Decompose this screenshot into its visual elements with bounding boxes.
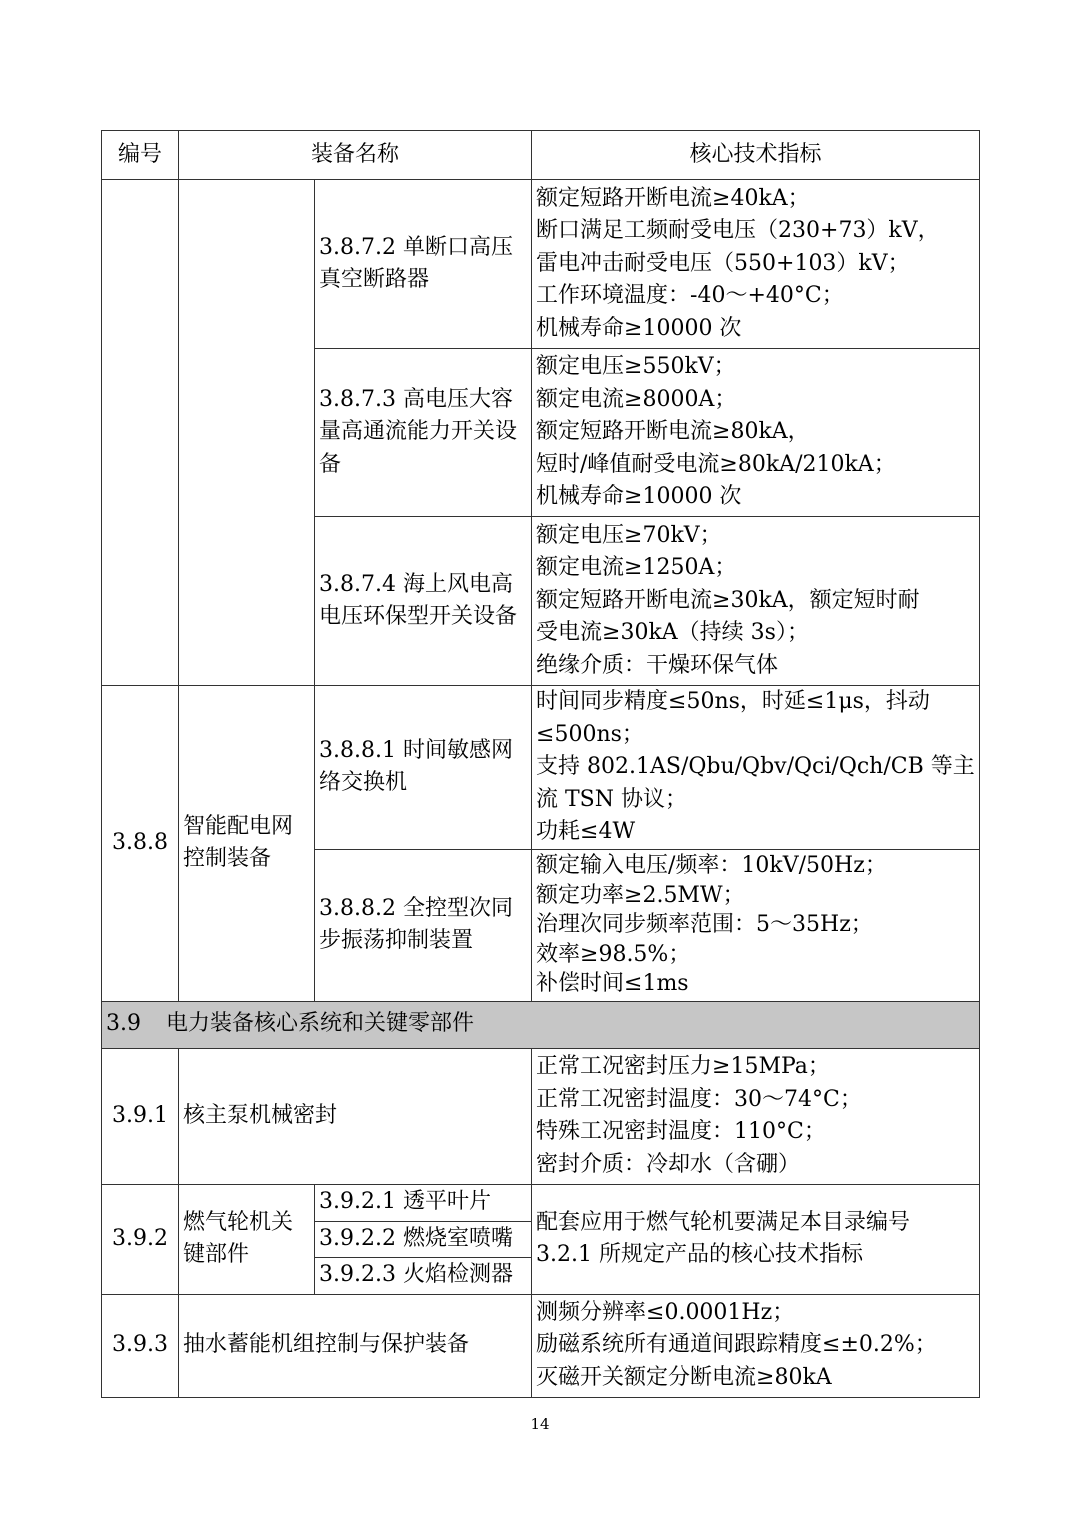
spec-cell <box>532 180 980 349</box>
spec-line: 配套应用于燃气轮机要满足本目录编号 <box>536 1209 911 1235</box>
spec-line: 绝缘介质：干燥环保气体 <box>536 652 779 678</box>
spec-line: 正常工况密封压力≥15MPa； <box>536 1054 830 1079</box>
spec-line: 额定电流≥1250A； <box>536 555 737 581</box>
spec-cell <box>532 1048 980 1184</box>
code-cell: 3.9.2 <box>102 1184 179 1294</box>
spec-line: ≤500ns； <box>536 721 644 747</box>
spec-line: 断口满足工频耐受电压（230+73）kV， <box>536 218 940 244</box>
spec-line: 额定电流≥8000A； <box>536 386 737 412</box>
name-cell: 抽水蓄能机组控制与保护装备 <box>179 1294 532 1397</box>
section-number: 3.9 <box>106 1011 141 1037</box>
item-cell: 3.8.8.1 时间敏感网络交换机 <box>315 686 532 850</box>
spec-cell <box>532 1184 980 1294</box>
table-row <box>102 1294 980 1397</box>
spec-cell <box>532 1294 980 1397</box>
spec-line: 功耗≤4W <box>536 819 636 844</box>
name-cell: 燃气轮机关键部件 <box>179 1184 315 1294</box>
code-cell: 3.9.3 <box>102 1294 179 1397</box>
spec-line: 补偿时间≤1ms <box>536 971 689 997</box>
spec-line: 额定输入电压/频率：10kV/50Hz； <box>536 853 887 879</box>
spec-line: 额定功率≥2.5MW； <box>536 882 745 908</box>
spec-cell <box>532 686 980 850</box>
spec-line: 正常工况密封温度：30～74°C； <box>536 1086 862 1112</box>
table-row <box>102 1184 980 1221</box>
section-title: 电力装备核心系统和关键零部件 <box>166 1011 475 1037</box>
spec-cell <box>532 517 980 686</box>
spec-line: 支持 802.1AS/Qbu/Qbv/Qci/Qch/CB 等主 <box>536 754 975 779</box>
spec-line: 工作环境温度：-40～+40°C； <box>536 283 844 309</box>
spec-line: 额定电压≥550kV； <box>536 354 736 380</box>
item-cell: 3.8.7.4 海上风电高电压环保型开关设备 <box>315 517 532 686</box>
item-cell: 3.9.2.3 火焰检测器 <box>315 1257 532 1294</box>
spec-line: 特殊工况密封温度：110°C； <box>536 1119 826 1144</box>
spec-line: 雷电冲击耐受电压（550+103）kV； <box>536 250 910 276</box>
table-row <box>102 686 980 850</box>
spec-line: 治理次同步频率范围：5～35Hz； <box>536 912 873 938</box>
spec-line: 时间同步精度≤50ns，时延≤1μs，抖动 <box>536 689 930 714</box>
spec-line: 额定短路开断电流≥80kA， <box>536 419 810 445</box>
header-name: 装备名称 <box>179 131 532 180</box>
code-cell: 3.9.1 <box>102 1048 179 1184</box>
spec-line: 机械寿命≥10000 次 <box>536 484 742 510</box>
code-cell-empty <box>102 180 179 686</box>
table-row <box>102 1048 980 1184</box>
name-cell-empty <box>179 180 315 686</box>
spec-line: 额定短路开断电流≥40kA； <box>536 185 810 211</box>
table-row <box>102 180 980 349</box>
table-header-row <box>102 131 980 180</box>
page-number: 14 <box>530 1415 550 1433</box>
item-cell: 3.8.7.2 单断口高压真空断路器 <box>315 180 532 349</box>
header-spec: 核心技术指标 <box>532 131 980 180</box>
spec-line: 受电流≥30kA（持续 3s）； <box>536 620 809 646</box>
spec-line: 灭磁开关额定分断电流≥80kA <box>536 1364 832 1390</box>
item-cell: 3.8.8.2 全控型次同步振荡抑制装置 <box>315 849 532 1001</box>
name-cell: 智能配电网控制装备 <box>179 686 315 1002</box>
spec-cell <box>532 849 980 1001</box>
spec-line: 密封介质：冷却水（含硼） <box>536 1151 801 1177</box>
spec-line: 额定电压≥70kV； <box>536 522 722 548</box>
spec-line: 3.2.1 所规定产品的核心技术指标 <box>536 1242 863 1267</box>
spec-cell <box>532 349 980 517</box>
spec-line: 测频分辨率≤0.0001Hz； <box>536 1299 795 1325</box>
section-header-cell <box>102 1001 980 1048</box>
spec-line: 效率≥98.5%； <box>536 941 691 967</box>
section-header-row <box>102 1001 980 1048</box>
spec-line: 励磁系统所有通道间跟踪精度≤±0.2%； <box>536 1332 937 1358</box>
spec-line: 流 TSN 协议； <box>536 786 687 812</box>
code-cell: 3.8.8 <box>102 686 179 1002</box>
item-cell: 3.9.2.2 燃烧室喷嘴 <box>315 1221 532 1257</box>
item-cell: 3.8.7.3 高电压大容量高通流能力开关设备 <box>315 349 532 517</box>
header-code: 编号 <box>102 131 179 180</box>
item-cell: 3.9.2.1 透平叶片 <box>315 1184 532 1221</box>
equipment-spec-table <box>101 130 980 1398</box>
spec-line: 短时/峰值耐受电流≥80kA/210kA； <box>536 451 896 477</box>
spec-line: 额定短路开断电流≥30kA，额定短时耐 <box>536 587 920 613</box>
spec-line: 机械寿命≥10000 次 <box>536 315 742 341</box>
name-cell: 核主泵机械密封 <box>179 1048 532 1184</box>
